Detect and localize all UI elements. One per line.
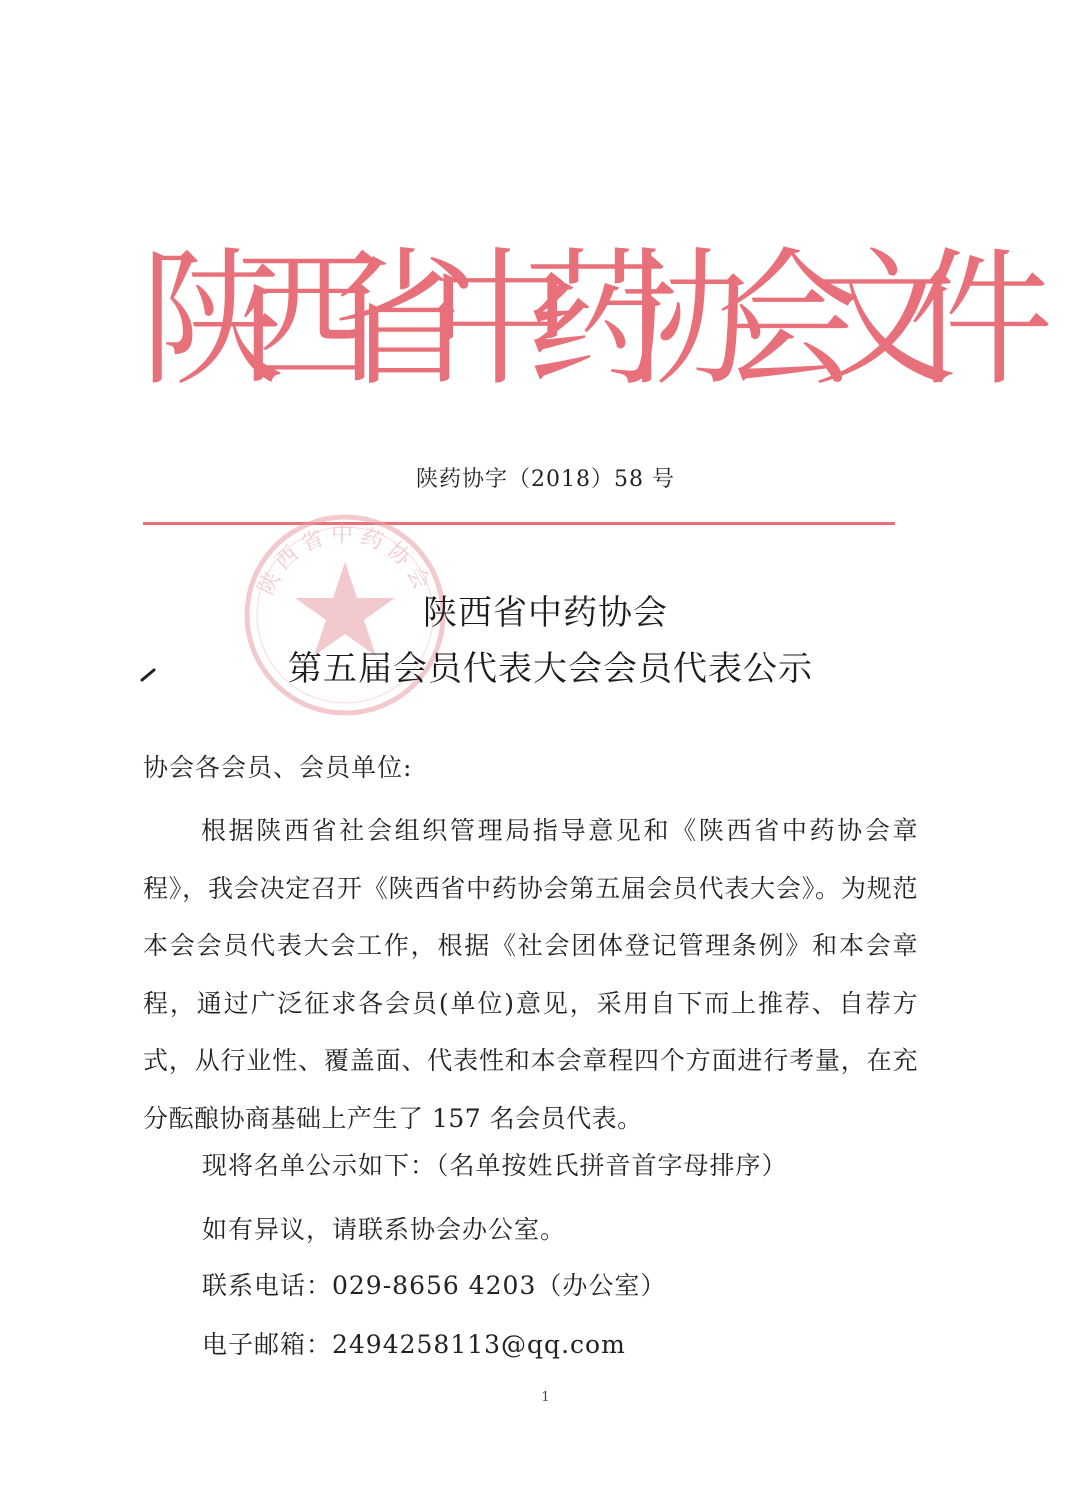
letterhead-title: 陕西省中药协会文件 bbox=[140, 234, 1005, 406]
document-title bbox=[0, 590, 1091, 692]
seal-text: 陕西省中药协会 bbox=[253, 522, 437, 600]
objection-note: 如有异议，请联系协会办公室。 bbox=[202, 1215, 567, 1244]
contact-email: 电子邮箱：2494258113@qq.com bbox=[202, 1330, 626, 1359]
pen-stroke-mark bbox=[140, 668, 156, 682]
title-line-1: 陕西省中药协会 bbox=[423, 593, 668, 633]
page-number: 1 bbox=[541, 1390, 550, 1405]
main-paragraph: 根据陕西省社会组织管理局指导意见和《陕西省中药协会章程》，我会决定召开《陕西省中药协会第五届会员代表大会》。为规范本会会员代表大会工作，根据《社会团体登记管理条例》和本会章程，通过广泛征求各会员(单位)意见，采用自下而上推荐、自荐方式，从行业性、覆盖面、代表性和本会章程四个方面进行考量，在充分酝酿协商基础上产生了 157 名会员代表。 bbox=[143, 816, 918, 1133]
document-number: 陕药协字（2018）58 号 bbox=[416, 467, 675, 492]
title-line-2: 第五届会员代表大会会员代表公示 bbox=[288, 649, 813, 689]
list-note: 现将名单公示如下：（名单按姓氏拼音首字母排序） bbox=[202, 1151, 788, 1180]
salutation: 协会各会员、会员单位: bbox=[143, 753, 413, 782]
contact-phone: 联系电话：029-8656 4203（办公室） bbox=[202, 1271, 667, 1300]
